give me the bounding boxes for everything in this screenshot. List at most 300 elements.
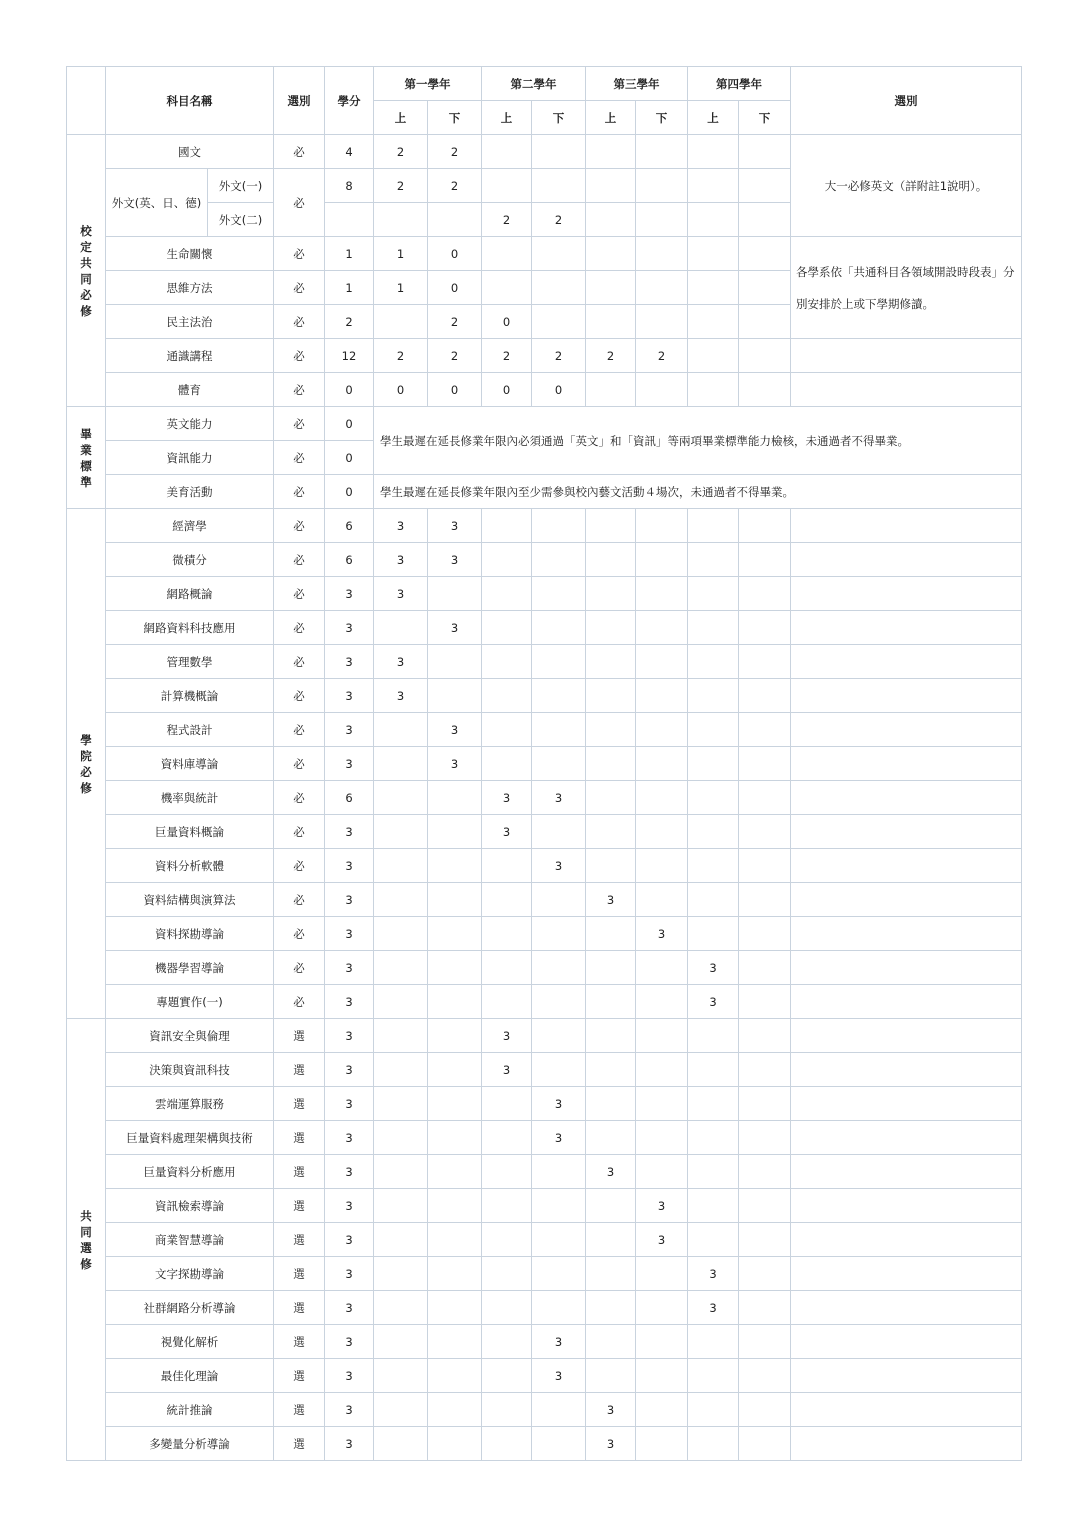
sem-cell: [739, 1291, 791, 1325]
course-credits: 3: [325, 1223, 374, 1257]
sem-cell: [374, 305, 428, 339]
sem-cell: [428, 1427, 482, 1461]
sem-cell: [482, 543, 532, 577]
sem-cell: [739, 237, 791, 271]
sem-cell: [586, 237, 636, 271]
table-row: [67, 747, 1022, 781]
sem-cell: [374, 747, 428, 781]
header-lower: 下: [636, 101, 688, 135]
sem-cell: [586, 1359, 636, 1393]
sem-cell: [739, 849, 791, 883]
sem-cell: [428, 203, 482, 237]
sem-cell: [636, 1019, 688, 1053]
sem-cell: [586, 203, 636, 237]
sem-cell: [688, 917, 739, 951]
sem-cell: [532, 713, 586, 747]
table-row: [67, 679, 1022, 713]
sem-cell: [586, 917, 636, 951]
table-row: [67, 611, 1022, 645]
sem-cell: [739, 1325, 791, 1359]
sem-cell: [688, 679, 739, 713]
sem-cell: 3: [688, 1257, 739, 1291]
sem-cell: [739, 951, 791, 985]
remark-cell: [791, 1019, 1022, 1053]
sem-cell: [688, 747, 739, 781]
sem-cell: 3: [482, 815, 532, 849]
sem-cell: [482, 1393, 532, 1427]
course-credits: 3: [325, 679, 374, 713]
table-row: [67, 1359, 1022, 1393]
course-credits: 3: [325, 849, 374, 883]
sem-cell: [739, 747, 791, 781]
sem-cell: [374, 1291, 428, 1325]
sem-cell: [374, 203, 428, 237]
sem-cell: [739, 169, 791, 203]
sem-cell: [739, 1223, 791, 1257]
sem-cell: [532, 645, 586, 679]
sem-cell: [532, 1393, 586, 1427]
sem-cell: [739, 1189, 791, 1223]
sem-cell: [374, 1325, 428, 1359]
course-name: 體育: [106, 373, 274, 407]
sem-cell: [739, 271, 791, 305]
sem-cell: [482, 1155, 532, 1189]
sem-cell: [688, 645, 739, 679]
group-label-elective: 共 同 選 修: [67, 1019, 106, 1461]
course-name: 最佳化理論: [106, 1359, 274, 1393]
course-name: 巨量資料分析應用: [106, 1155, 274, 1189]
sem-cell: [482, 883, 532, 917]
sem-cell: [482, 679, 532, 713]
header-lower: 下: [428, 101, 482, 135]
sem-cell: [374, 1053, 428, 1087]
remark-cell: [791, 713, 1022, 747]
course-type: 必: [274, 135, 325, 169]
sem-cell: [532, 679, 586, 713]
sem-cell: [586, 747, 636, 781]
sem-cell: [739, 611, 791, 645]
table-row: [67, 1325, 1022, 1359]
sem-cell: [482, 1223, 532, 1257]
sem-cell: [688, 577, 739, 611]
course-type: 必: [274, 679, 325, 713]
sem-cell: [586, 713, 636, 747]
sem-cell: [636, 543, 688, 577]
course-name: 英文能力: [106, 407, 274, 441]
course-type: 選: [274, 1325, 325, 1359]
sem-cell: [739, 1393, 791, 1427]
sem-cell: [688, 305, 739, 339]
course-name: 國文: [106, 135, 274, 169]
remark-cell: [791, 339, 1022, 373]
remark-cell: [791, 1121, 1022, 1155]
sem-cell: [739, 1121, 791, 1155]
course-name: 資料探勘導論: [106, 917, 274, 951]
sem-cell: [532, 883, 586, 917]
sem-cell: [688, 1393, 739, 1427]
remark-cell: [791, 645, 1022, 679]
course-type: 選: [274, 1427, 325, 1461]
sem-cell: [586, 305, 636, 339]
course-name: 社群網路分析導論: [106, 1291, 274, 1325]
sem-cell: 2: [428, 305, 482, 339]
sem-cell: 3: [374, 509, 428, 543]
remark-cell: [791, 951, 1022, 985]
table-row: [67, 645, 1022, 679]
sem-cell: 3: [374, 577, 428, 611]
remark-cell: [791, 1359, 1022, 1393]
sem-cell: [688, 543, 739, 577]
sem-cell: [586, 679, 636, 713]
sem-cell: [586, 1087, 636, 1121]
sem-cell: [636, 577, 688, 611]
course-credits: 1: [325, 237, 374, 271]
course-credits: 3: [325, 951, 374, 985]
sem-cell: [636, 849, 688, 883]
sem-cell: [739, 543, 791, 577]
sem-cell: [532, 135, 586, 169]
sem-cell: [636, 679, 688, 713]
sem-cell: [739, 1427, 791, 1461]
sem-cell: [586, 985, 636, 1019]
sem-cell: [374, 815, 428, 849]
sem-cell: 3: [428, 747, 482, 781]
sem-cell: [688, 1427, 739, 1461]
sem-cell: [586, 271, 636, 305]
sem-cell: [532, 305, 586, 339]
sem-cell: [532, 611, 586, 645]
sem-cell: 2: [532, 339, 586, 373]
course-type: 必: [274, 849, 325, 883]
remark-cell: [791, 1291, 1022, 1325]
course-credits: 3: [325, 1053, 374, 1087]
course-credits: 2: [325, 305, 374, 339]
sem-cell: [428, 645, 482, 679]
course-credits: 3: [325, 1257, 374, 1291]
sem-cell: [739, 1019, 791, 1053]
course-type: 必: [274, 985, 325, 1019]
sem-cell: [428, 951, 482, 985]
remark-cell: [791, 1393, 1022, 1427]
sem-cell: [586, 373, 636, 407]
sem-cell: [739, 1087, 791, 1121]
course-type: 必: [274, 883, 325, 917]
table-row: [67, 509, 1022, 543]
sem-cell: [688, 339, 739, 373]
sem-cell: [688, 1087, 739, 1121]
course-type: 選: [274, 1393, 325, 1427]
table-row: [67, 543, 1022, 577]
remark-cell: [791, 611, 1022, 645]
course-credits: 0: [325, 441, 374, 475]
course-name: 雲端運算服務: [106, 1087, 274, 1121]
sem-cell: [428, 917, 482, 951]
course-type: 必: [274, 747, 325, 781]
sem-cell: [739, 203, 791, 237]
sem-cell: [532, 1053, 586, 1087]
graduation-note-arts: 學生最遲在延長修業年限內至少需參與校內藝文活動４場次，未通過者不得畢業。: [374, 475, 1022, 509]
sem-cell: 2: [636, 339, 688, 373]
sem-cell: [532, 917, 586, 951]
sem-cell: [482, 271, 532, 305]
sem-cell: 0: [482, 305, 532, 339]
table-row: [67, 1223, 1022, 1257]
sem-cell: [482, 1291, 532, 1325]
course-name: 巨量資料處理架構與技術: [106, 1121, 274, 1155]
sem-cell: [636, 815, 688, 849]
sem-cell: [739, 373, 791, 407]
sem-cell: 3: [532, 1325, 586, 1359]
sem-cell: [532, 1223, 586, 1257]
sem-cell: 3: [532, 1121, 586, 1155]
course-name: 專題實作(一): [106, 985, 274, 1019]
sem-cell: [688, 713, 739, 747]
course-name: 程式設計: [106, 713, 274, 747]
sem-cell: [482, 169, 532, 203]
sem-cell: [688, 509, 739, 543]
course-type: 必: [274, 781, 325, 815]
sem-cell: [532, 1291, 586, 1325]
remark-cell: [791, 747, 1022, 781]
course-type: 選: [274, 1053, 325, 1087]
course-name: 機率與統計: [106, 781, 274, 815]
sem-cell: [739, 577, 791, 611]
course-type: 選: [274, 1121, 325, 1155]
sem-cell: [636, 713, 688, 747]
sem-cell: [428, 1121, 482, 1155]
sem-cell: 0: [428, 271, 482, 305]
sem-cell: [636, 1325, 688, 1359]
table-row: [67, 1019, 1022, 1053]
sem-cell: 3: [688, 1291, 739, 1325]
sem-cell: [688, 1223, 739, 1257]
sem-cell: 3: [532, 849, 586, 883]
sem-cell: [586, 781, 636, 815]
sem-cell: [739, 815, 791, 849]
course-name: 思維方法: [106, 271, 274, 305]
sem-cell: [482, 237, 532, 271]
course-credits: 6: [325, 781, 374, 815]
sem-cell: [532, 543, 586, 577]
sem-cell: [636, 1393, 688, 1427]
sem-cell: [586, 1291, 636, 1325]
sem-cell: [688, 1053, 739, 1087]
course-name: 資料分析軟體: [106, 849, 274, 883]
table-row: [67, 917, 1022, 951]
sem-cell: [532, 747, 586, 781]
header-row-1: [67, 67, 1022, 101]
sem-cell: [586, 1223, 636, 1257]
sem-cell: [636, 1359, 688, 1393]
sem-cell: [688, 169, 739, 203]
sem-cell: 3: [374, 543, 428, 577]
sem-cell: 3: [428, 509, 482, 543]
course-type: 必: [274, 577, 325, 611]
sem-cell: [374, 1189, 428, 1223]
sem-cell: 3: [428, 713, 482, 747]
sem-cell: [374, 1427, 428, 1461]
course-type: 必: [274, 951, 325, 985]
sem-cell: [739, 645, 791, 679]
sem-cell: [428, 577, 482, 611]
table-row: [67, 339, 1022, 373]
sem-cell: [532, 951, 586, 985]
header-group-corner: [67, 67, 106, 135]
header-year-4: 第四學年: [688, 67, 791, 101]
course-type: 選: [274, 1087, 325, 1121]
sem-cell: [428, 815, 482, 849]
header-upper: 上: [482, 101, 532, 135]
sem-cell: [532, 815, 586, 849]
sem-cell: [739, 1053, 791, 1087]
course-credits: 0: [325, 475, 374, 509]
course-credits: 4: [325, 135, 374, 169]
course-credits: 3: [325, 747, 374, 781]
sem-cell: [428, 1291, 482, 1325]
sem-cell: [482, 985, 532, 1019]
header-upper: 上: [374, 101, 428, 135]
sem-cell: [586, 645, 636, 679]
sem-cell: 0: [482, 373, 532, 407]
course-credits: 3: [325, 985, 374, 1019]
sem-cell: [482, 747, 532, 781]
sem-cell: 0: [532, 373, 586, 407]
sem-cell: 3: [586, 1393, 636, 1427]
sem-cell: 3: [636, 917, 688, 951]
sem-cell: [636, 373, 688, 407]
sem-cell: [532, 509, 586, 543]
sem-cell: [482, 1189, 532, 1223]
sem-cell: [688, 1359, 739, 1393]
remark-cell: [791, 679, 1022, 713]
table-row: [67, 1053, 1022, 1087]
table-row: [67, 781, 1022, 815]
remark-cell: [791, 985, 1022, 1019]
curriculum-body: [67, 67, 1022, 1461]
remark-cell: [791, 1325, 1022, 1359]
remark-cell: [791, 849, 1022, 883]
course-type: 必: [274, 645, 325, 679]
sem-cell: [428, 1223, 482, 1257]
sem-cell: 3: [482, 1053, 532, 1087]
sem-cell: [739, 713, 791, 747]
graduation-note-language-it: 學生最遲在延長修業年限內必須通過「英文」和「資訊」等兩項畢業標準能力檢核，未通過者不得畢業。: [374, 407, 1022, 475]
course-credits: 8: [325, 169, 374, 203]
sem-cell: [482, 1359, 532, 1393]
header-lower: 下: [532, 101, 586, 135]
course-credits: 3: [325, 1427, 374, 1461]
sem-cell: [374, 611, 428, 645]
sem-cell: 3: [482, 1019, 532, 1053]
course-name: 巨量資料概論: [106, 815, 274, 849]
course-name: 生命關懷: [106, 237, 274, 271]
sem-cell: [586, 169, 636, 203]
sem-cell: 0: [374, 373, 428, 407]
sem-cell: 1: [374, 271, 428, 305]
sem-cell: [374, 985, 428, 1019]
course-credits: 0: [325, 373, 374, 407]
sem-cell: [374, 1393, 428, 1427]
course-name: 通識講程: [106, 339, 274, 373]
sem-cell: 1: [374, 237, 428, 271]
course-sub-name: 外文(一): [208, 169, 274, 203]
sem-cell: [636, 135, 688, 169]
sem-cell: [636, 1257, 688, 1291]
sem-cell: [428, 1087, 482, 1121]
sem-cell: [482, 1427, 532, 1461]
sem-cell: [586, 1019, 636, 1053]
sem-cell: [586, 135, 636, 169]
course-type: 必: [274, 169, 325, 237]
course-type: 選: [274, 1257, 325, 1291]
course-name: 經濟學: [106, 509, 274, 543]
remark-domain: 各學系依「共通科目各領域開設時段表」分別安排於上或下學期修讀。: [791, 237, 1022, 339]
sem-cell: 3: [586, 1155, 636, 1189]
sem-cell: [688, 203, 739, 237]
table-row: [67, 883, 1022, 917]
course-credits: 3: [325, 577, 374, 611]
remark-cell: [791, 509, 1022, 543]
sem-cell: [586, 1189, 636, 1223]
sem-cell: [482, 917, 532, 951]
sem-cell: [688, 815, 739, 849]
sem-cell: [532, 1155, 586, 1189]
sem-cell: [739, 509, 791, 543]
table-row: [67, 373, 1022, 407]
sem-cell: [636, 1121, 688, 1155]
table-row: [67, 475, 1022, 509]
course-type: 必: [274, 713, 325, 747]
table-row: [67, 1087, 1022, 1121]
table-row: [67, 1257, 1022, 1291]
sem-cell: [482, 577, 532, 611]
course-type: 選: [274, 1155, 325, 1189]
course-credits: 3: [325, 1155, 374, 1189]
course-name: 管理數學: [106, 645, 274, 679]
course-credits: 6: [325, 509, 374, 543]
sem-cell: [636, 985, 688, 1019]
course-name: 美育活動: [106, 475, 274, 509]
course-credits: 6: [325, 543, 374, 577]
course-type: 選: [274, 1223, 325, 1257]
course-credits: 3: [325, 713, 374, 747]
sem-cell: [532, 271, 586, 305]
sem-cell: [586, 951, 636, 985]
sem-cell: [688, 611, 739, 645]
course-type: 必: [274, 339, 325, 373]
remark-cell: [791, 917, 1022, 951]
table-row: [67, 985, 1022, 1019]
course-name: 民主法治: [106, 305, 274, 339]
course-credits: 3: [325, 1325, 374, 1359]
header-upper: 上: [586, 101, 636, 135]
sem-cell: [739, 339, 791, 373]
sem-cell: [428, 1359, 482, 1393]
remark-cell: [791, 1087, 1022, 1121]
course-name: 資料庫導論: [106, 747, 274, 781]
sem-cell: [482, 1121, 532, 1155]
sem-cell: [532, 1257, 586, 1291]
sem-cell: [428, 1393, 482, 1427]
course-credits: 1: [325, 271, 374, 305]
course-credits: 3: [325, 883, 374, 917]
sem-cell: 3: [586, 883, 636, 917]
sem-cell: [586, 1121, 636, 1155]
sem-cell: [586, 849, 636, 883]
course-type: 必: [274, 611, 325, 645]
sem-cell: [428, 781, 482, 815]
course-name: 資訊能力: [106, 441, 274, 475]
